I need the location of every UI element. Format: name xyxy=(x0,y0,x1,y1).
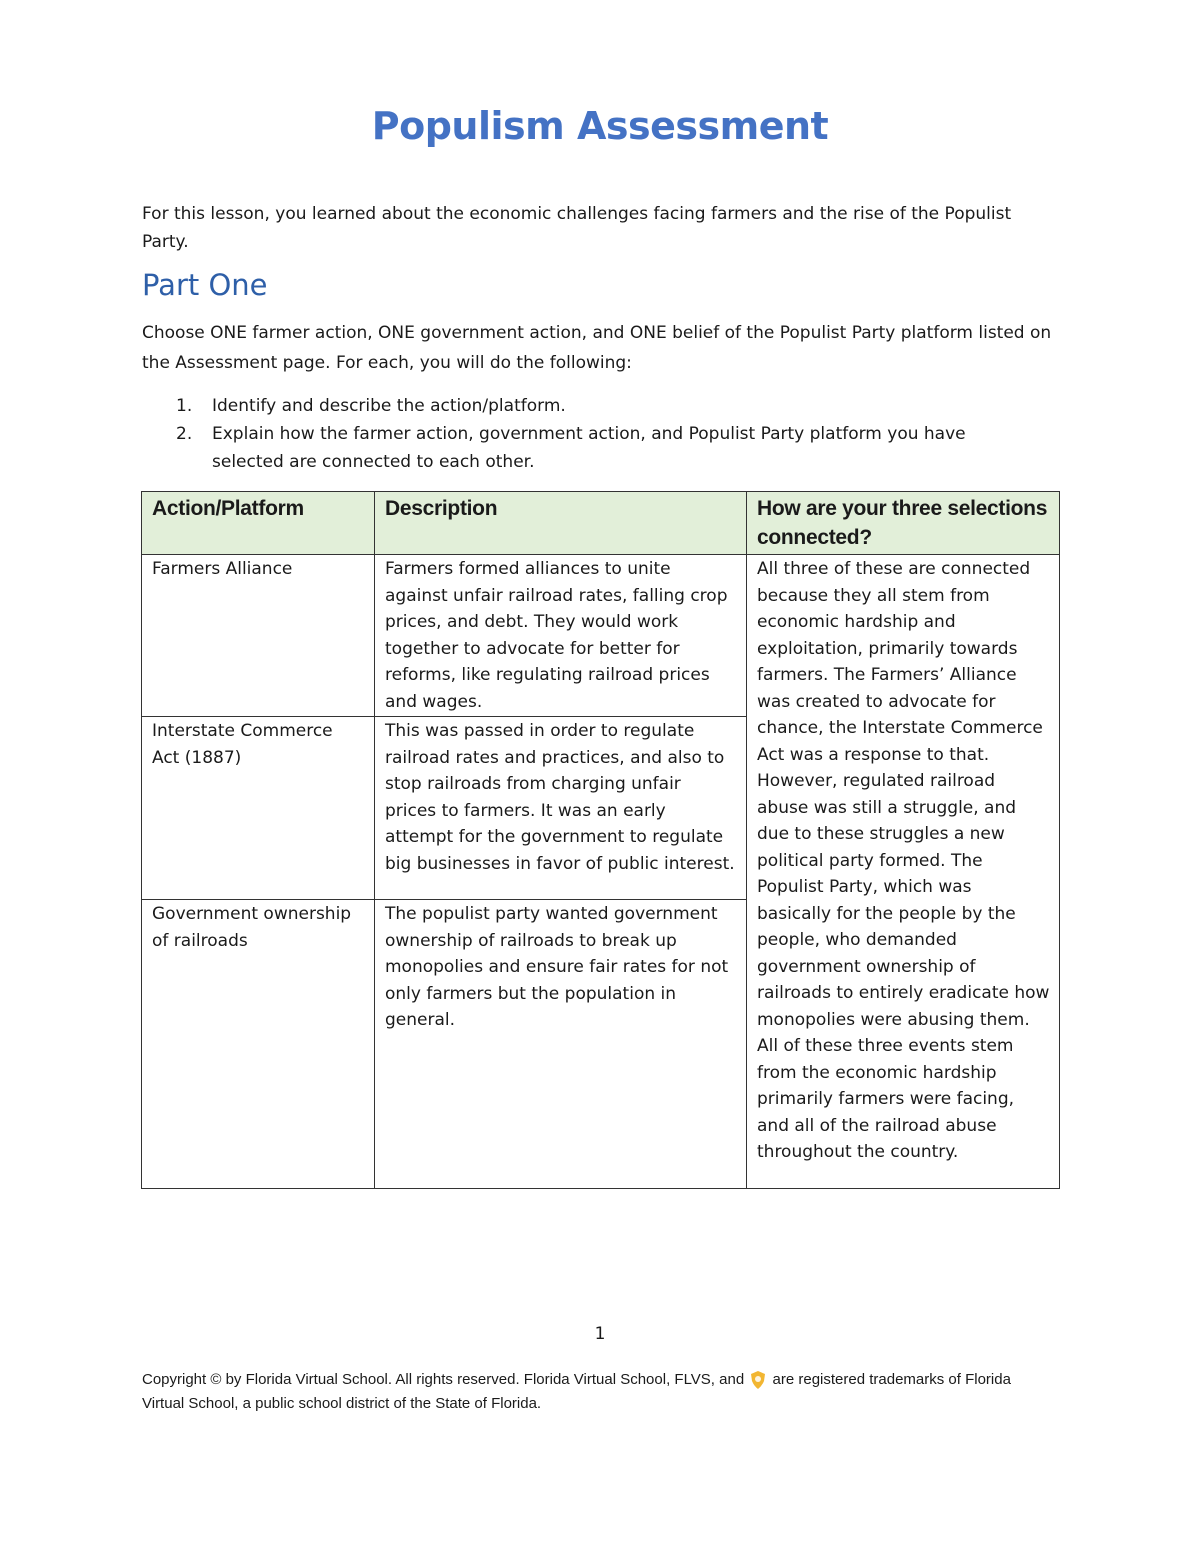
connection-cell: All three of these are connected because they all stem from economic hardship and exploitation, primarily towards farmers. The Farmers’ Alliance was created to advocate for chance, the Interstate Commerce Act was a response to that. However, regulated railroad abuse was still a struggle, and due to these struggles a new political party formed. The Populist Party, which was basically for the people by the people, who demanded government ownership of railroads to entirely eradicate how monopolies were abusing them. All of these three events stem from the economic hardship primarily farmers were facing, and all of the railroad abuse throughout the country. xyxy=(747,555,1060,1189)
description-cell: This was passed in order to regulate railroad rates and practices, and also to stop railroads from charging unfair prices to farmers. It was an early attempt for the government to regulate big businesses in favor of public interest. xyxy=(375,717,747,900)
action-cell: Interstate Commerce Act (1887) xyxy=(142,717,375,900)
step-text: Identify and describe the action/platform. xyxy=(212,396,566,416)
header-action-platform: Action/Platform xyxy=(142,492,375,555)
step-number: 2. xyxy=(176,424,193,444)
copyright-footer xyxy=(142,1368,1042,1416)
assessment-table xyxy=(141,491,1060,1189)
action-cell: Farmers Alliance xyxy=(142,555,375,717)
step-text: Explain how the farmer action, government action, and Populist Party platform you have selected are connected to each other. xyxy=(212,424,966,472)
table-row xyxy=(142,555,1060,717)
header-description: Description xyxy=(375,492,747,555)
instructions-paragraph: Choose ONE farmer action, ONE government action, and ONE belief of the Populist Party platform listed on the Assessment page. For each, you will do the following: xyxy=(142,323,1052,373)
step-number: 1. xyxy=(176,396,193,416)
list-item xyxy=(142,420,1042,476)
copyright-text: Copyright © by Florida Virtual School. All rights reserved. Florida Virtual School, FLVS, and xyxy=(142,1371,745,1388)
description-cell: Farmers formed alliances to unite against unfair railroad rates, falling crop prices, and debt. They would work together to advocate for better for reforms, like regulating railroad prices and wages. xyxy=(375,555,747,717)
page-number: 1 xyxy=(594,1324,606,1344)
intro-paragraph: For this lesson, you learned about the economic challenges facing farmers and the rise of the Populist Party. xyxy=(142,204,1012,252)
flvs-logo-icon xyxy=(750,1370,766,1390)
action-cell: Government ownership of railroads xyxy=(142,900,375,1189)
table-header-row xyxy=(142,492,1060,555)
description-cell: The populist party wanted government ownership of railroads to break up monopolies and ensure fair rates for not only farmers but the population in general. xyxy=(375,900,747,1189)
copyright-text-continued: are registered trademarks of Florida Virtual School, a public school district of the State of Florida. xyxy=(142,1371,1011,1412)
steps-list xyxy=(142,392,1042,476)
part-heading: Part One xyxy=(142,268,268,302)
page-title: Populism Assessment xyxy=(371,104,829,148)
header-connection: How are your three selections connected? xyxy=(747,492,1060,555)
list-item xyxy=(142,392,1042,420)
